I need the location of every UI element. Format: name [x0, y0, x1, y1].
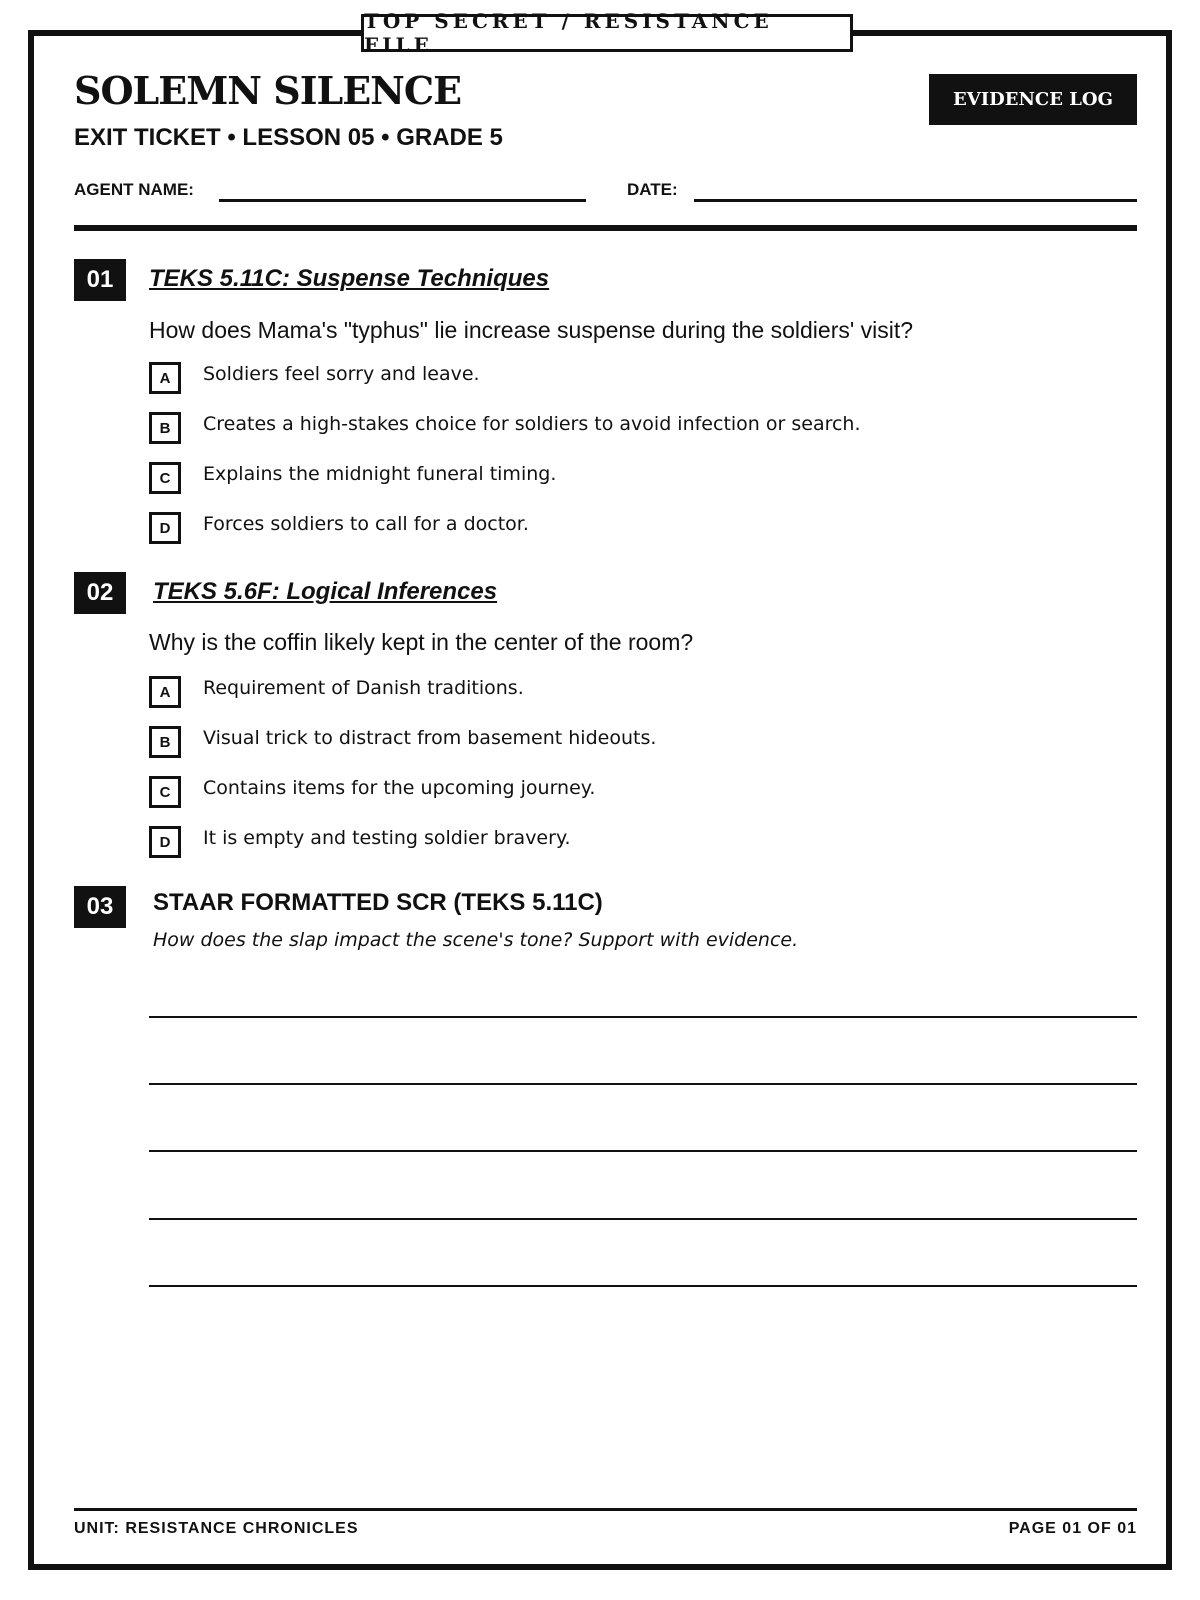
option-text: It is empty and testing soldier bravery. [203, 827, 571, 849]
option-letter-box[interactable]: C [149, 776, 181, 808]
footer-page-number: PAGE 01 OF 01 [1008, 1520, 1137, 1537]
question-heading: TEKS 5.11C: Suspense Techniques [149, 265, 550, 292]
scr-prompt: How does the slap impact the scene's tone? Support with evidence. [153, 929, 799, 951]
question-number-badge: 03 [74, 886, 126, 928]
answer-option-b[interactable] [149, 411, 861, 444]
answer-option-a[interactable] [149, 361, 480, 394]
question-prompt: Why is the coffin likely kept in the center of the room? [149, 629, 694, 655]
page-subtitle: EXIT TICKET • LESSON 05 • GRADE 5 [74, 124, 503, 151]
option-letter-box[interactable]: D [149, 826, 181, 858]
header-divider [74, 225, 1137, 231]
scr-heading: STAAR FORMATTED SCR (TEKS 5.11C) [153, 889, 603, 916]
answer-option-c[interactable] [149, 461, 556, 494]
agent-name-field[interactable] [219, 199, 586, 202]
option-letter-box[interactable]: B [149, 412, 181, 444]
date-label: DATE: [627, 180, 678, 199]
option-text: Visual trick to distract from basement hideouts. [203, 727, 657, 749]
response-line[interactable] [149, 1218, 1137, 1220]
footer-divider [74, 1508, 1137, 1511]
option-letter-box[interactable]: B [149, 726, 181, 758]
date-field[interactable] [694, 199, 1137, 202]
answer-option-a[interactable] [149, 675, 524, 708]
option-text: Soldiers feel sorry and leave. [203, 363, 480, 385]
option-letter-box[interactable]: C [149, 462, 181, 494]
agent-name-label: AGENT NAME: [74, 180, 194, 199]
option-text: Contains items for the upcoming journey. [203, 777, 596, 799]
response-line[interactable] [149, 1083, 1137, 1085]
response-line[interactable] [149, 1150, 1137, 1152]
classification-banner: TOP SECRET / RESISTANCE FILE [361, 14, 853, 52]
response-line[interactable] [149, 1016, 1137, 1018]
question-heading: TEKS 5.6F: Logical Inferences [153, 578, 498, 605]
option-text: Creates a high-stakes choice for soldiers to avoid infection or search. [203, 413, 861, 435]
option-text: Requirement of Danish traditions. [203, 677, 524, 699]
evidence-log-badge: EVIDENCE LOG [929, 74, 1137, 125]
footer-unit: UNIT: RESISTANCE CHRONICLES [74, 1520, 359, 1537]
option-letter-box[interactable]: A [149, 362, 181, 394]
option-text: Explains the midnight funeral timing. [203, 463, 557, 485]
answer-option-c[interactable] [149, 775, 595, 808]
answer-option-d[interactable] [149, 511, 529, 544]
question-number-badge: 02 [74, 572, 126, 614]
option-letter-box[interactable]: D [149, 512, 181, 544]
response-line[interactable] [149, 1285, 1137, 1287]
page-title: SOLEMN SILENCE [74, 68, 462, 113]
answer-option-d[interactable] [149, 825, 571, 858]
option-letter-box[interactable]: A [149, 676, 181, 708]
question-number-badge: 01 [74, 259, 126, 301]
answer-option-b[interactable] [149, 725, 656, 758]
option-text: Forces soldiers to call for a doctor. [203, 513, 529, 535]
question-prompt: How does Mama's "typhus" lie increase suspense during the soldiers' visit? [149, 317, 914, 343]
